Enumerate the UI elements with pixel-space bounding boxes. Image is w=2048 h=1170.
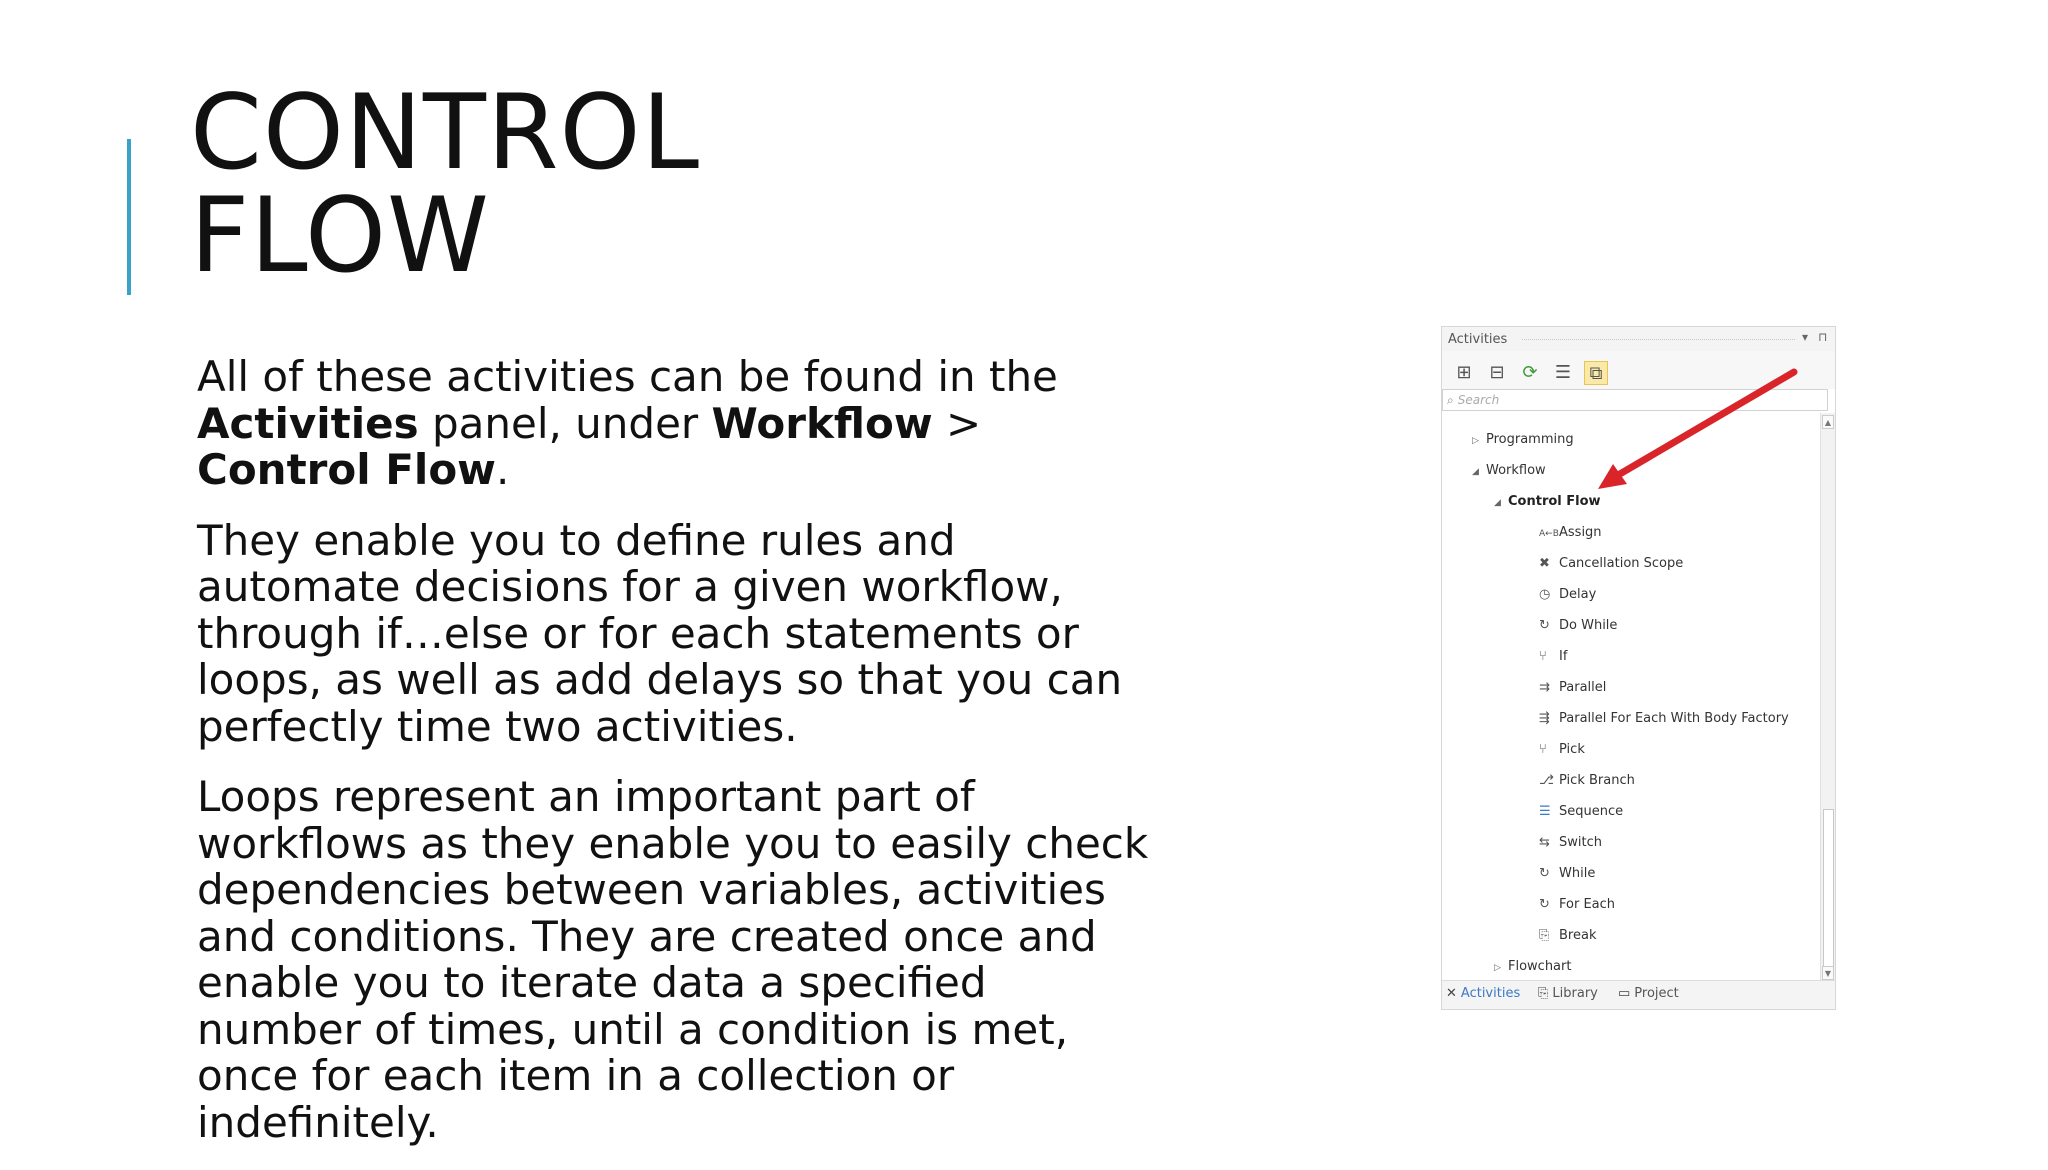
collapse-all-icon[interactable]: ⊟ <box>1489 362 1505 383</box>
collapse-arrow-icon: ◢ <box>1494 498 1501 508</box>
tree-item-cancellation-scope[interactable] <box>1539 554 1683 574</box>
panel-scrollbar[interactable] <box>1820 413 1836 983</box>
search-icon: ⌕ <box>1447 393 1454 407</box>
pick-icon: ⑂ <box>1539 742 1547 757</box>
panel-title: Activities <box>1448 332 1508 347</box>
paragraph-location <box>197 354 1157 494</box>
tree-item-assign[interactable] <box>1539 523 1602 543</box>
for-each-icon: ↻ <box>1539 897 1550 912</box>
pick-branch-icon: ⎇ <box>1539 773 1554 788</box>
tree-item-label: Pick <box>1559 742 1585 757</box>
expand-all-icon[interactable]: ⊞ <box>1456 362 1472 383</box>
tree-item-label: Parallel For Each With Body Factory <box>1559 711 1789 726</box>
tree-item-label: Delay <box>1559 587 1597 602</box>
panel-header <box>1442 327 1835 351</box>
tree-item-flowchart[interactable] <box>1494 957 1571 977</box>
parallel-for-each-icon: ⇶ <box>1539 711 1550 726</box>
tree-item-programming-label: Programming <box>1486 432 1574 447</box>
delay-icon: ◷ <box>1539 587 1551 602</box>
activities-emphasis: Activities <box>197 398 419 448</box>
library-tab-icon: ⎘ <box>1538 986 1549 1001</box>
tree-item-label: While <box>1559 866 1596 881</box>
activities-panel <box>1441 326 1836 1010</box>
tree-item-control-flow[interactable] <box>1494 492 1601 512</box>
tree-item-sequence[interactable] <box>1539 802 1623 822</box>
tree-item-label: Pick Branch <box>1559 773 1635 788</box>
tree-item-do-while[interactable] <box>1539 616 1617 636</box>
expand-arrow-icon: ▷ <box>1472 436 1479 446</box>
tree-item-while[interactable] <box>1539 864 1595 884</box>
tree-item-label: Do While <box>1559 618 1618 633</box>
tree-item-parallel[interactable] <box>1539 678 1606 698</box>
tree-item-label: Switch <box>1559 835 1602 850</box>
do-while-icon: ↻ <box>1539 618 1550 633</box>
tree-item-programming[interactable] <box>1472 430 1574 450</box>
panel-tabs <box>1442 980 1835 1009</box>
list-view-icon[interactable]: ☰ <box>1554 362 1572 383</box>
tree-item-label: For Each <box>1559 897 1616 912</box>
tab-activities[interactable] <box>1446 986 1520 1001</box>
panel-header-grip <box>1522 339 1795 340</box>
filter-icon[interactable]: ⧉ <box>1584 361 1608 385</box>
title-accent-bar <box>127 139 131 295</box>
scroll-up-icon[interactable]: ▲ <box>1822 415 1834 429</box>
paragraph-purpose: They enable you to define rules and automate decisions for a given workflow, through if…else or for each statements or loops, as well as add delays so that you can perfectly time two activities. <box>197 515 1123 751</box>
tree-item-flowchart-label: Flowchart <box>1508 959 1572 974</box>
tree-item-parallel-for-each[interactable] <box>1539 709 1789 729</box>
tab-activities-label: Activities <box>1460 986 1521 1001</box>
slide-body <box>197 354 1157 1170</box>
tree-item-label: Break <box>1559 928 1597 943</box>
tree-item-pick-branch[interactable] <box>1539 771 1635 791</box>
paragraph-location-text-2: panel, under <box>418 398 712 448</box>
parallel-icon: ⇉ <box>1539 680 1550 695</box>
tree-item-switch[interactable] <box>1539 833 1602 853</box>
cancellation-scope-icon: ✖ <box>1539 556 1550 571</box>
tab-project[interactable] <box>1618 986 1679 1001</box>
refresh-icon[interactable]: ⟳ <box>1522 362 1538 383</box>
expand-arrow-icon: ▷ <box>1494 963 1501 973</box>
tree-item-break[interactable] <box>1539 926 1596 946</box>
slide-title-line-1: CONTROL <box>190 73 700 193</box>
while-icon: ↻ <box>1539 866 1550 881</box>
scroll-down-icon[interactable]: ▼ <box>1822 966 1834 980</box>
activities-tab-icon: ✕ <box>1446 986 1457 1001</box>
search-input[interactable] <box>1442 389 1828 411</box>
if-icon: ⑂ <box>1539 649 1547 664</box>
paragraph-location-text-1: All of these activities can be found in the <box>197 352 1058 401</box>
search-placeholder: Search <box>1457 393 1500 407</box>
tab-library-label: Library <box>1552 986 1598 1001</box>
tree-item-label: Cancellation Scope <box>1559 556 1684 571</box>
paragraph-loops: Loops represent an important part of workflows as they enable you to easily check dependencies between variables, activities and conditions. They are created once and enable you to iterate data a specified number of times, until a condition is met, once for each item in a collection or indefinitely. <box>197 772 1149 1147</box>
tree-item-label: Sequence <box>1559 804 1624 819</box>
workflow-emphasis: Workflow <box>711 398 933 448</box>
folder-icon: ▭ <box>1618 986 1631 1001</box>
slide-title <box>190 73 700 296</box>
sequence-icon: ☰ <box>1539 804 1551 819</box>
pin-icon[interactable]: ⊓ <box>1818 330 1828 344</box>
tab-library[interactable] <box>1538 986 1598 1001</box>
tree-item-for-each[interactable] <box>1539 895 1615 915</box>
collapse-arrow-icon: ◢ <box>1472 467 1479 477</box>
tree-item-workflow[interactable] <box>1472 461 1546 481</box>
tree-item-workflow-label: Workflow <box>1486 463 1546 478</box>
paragraph-location-period: . <box>495 445 510 494</box>
assign-icon: A←B <box>1539 529 1559 539</box>
tree-item-delay[interactable] <box>1539 585 1596 605</box>
tree-item-label: Parallel <box>1559 680 1607 695</box>
dropdown-icon[interactable]: ▾ <box>1802 330 1809 344</box>
tree-item-label: Assign <box>1559 525 1602 540</box>
tree-item-if[interactable] <box>1539 647 1567 667</box>
tree-item-control-flow-label: Control Flow <box>1508 494 1601 509</box>
switch-icon: ⇆ <box>1539 835 1550 850</box>
break-icon: ⎘ <box>1539 928 1550 943</box>
tree-item-pick[interactable] <box>1539 740 1585 760</box>
tree-item-label: If <box>1559 649 1568 664</box>
paragraph-location-separator: > <box>932 398 982 448</box>
tab-project-label: Project <box>1634 986 1679 1001</box>
control-flow-emphasis: Control Flow <box>197 445 496 494</box>
slide-title-line-2: FLOW <box>190 176 490 296</box>
